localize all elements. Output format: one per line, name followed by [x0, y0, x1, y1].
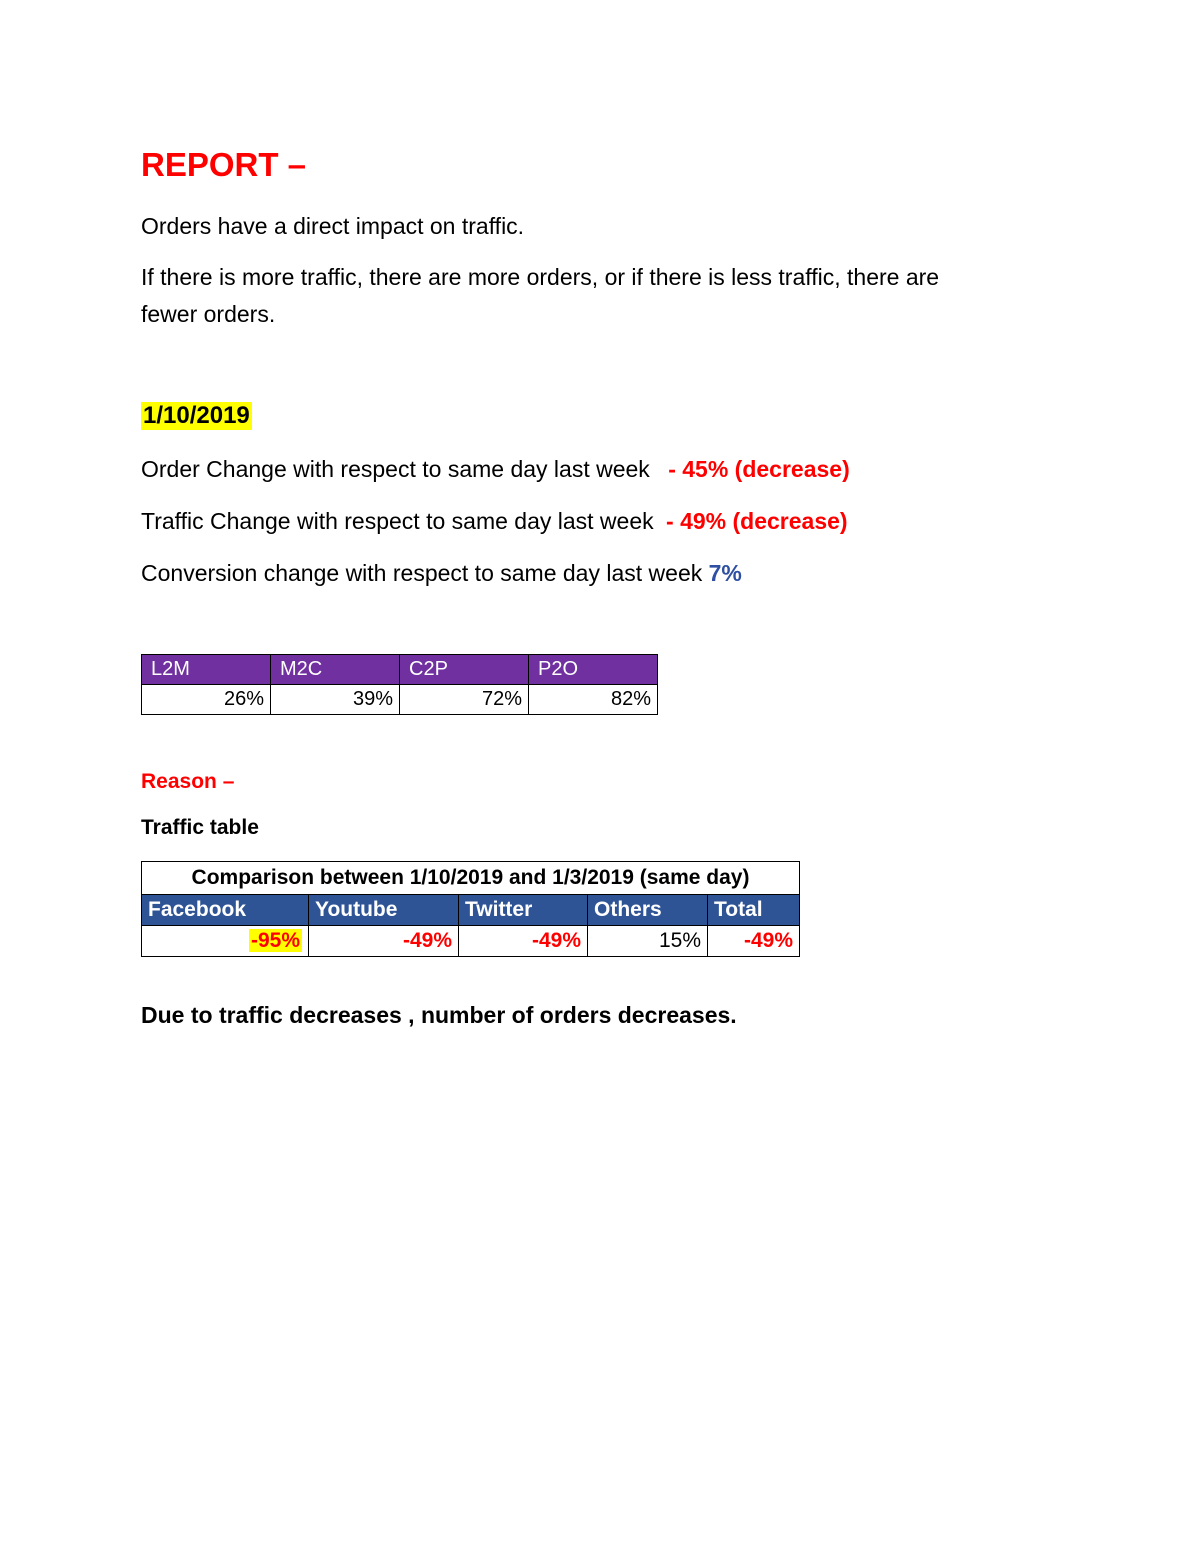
conversion-change-line [141, 560, 742, 587]
funnel-header-cell: P2O [529, 655, 658, 685]
traffic-table-caption: Comparison between 1/10/2019 and 1/3/2019 (same day) [142, 862, 800, 895]
traffic-value-others: 15% [588, 926, 708, 957]
order-change-label: Order Change with respect to same day last week [141, 456, 650, 482]
funnel-value-cell: 82% [529, 685, 658, 715]
order-change-line [141, 456, 850, 483]
traffic-header-facebook: Facebook [142, 895, 309, 926]
traffic-header-total: Total [708, 895, 800, 926]
report-date: 1/10/2019 [143, 402, 250, 429]
traffic-table-heading: Traffic table [141, 816, 259, 839]
facebook-highlighted-value: -95% [250, 929, 300, 952]
order-change-value: - 45% (decrease) [668, 456, 850, 482]
traffic-value-row [142, 926, 800, 957]
traffic-header-row [142, 895, 800, 926]
traffic-header-twitter: Twitter [459, 895, 588, 926]
conversion-change-value: 7% [708, 560, 742, 586]
intro-line-2a: If there is more traffic, there are more orders, or if there is less traffic, there are [141, 264, 940, 290]
traffic-header-youtube: Youtube [309, 895, 459, 926]
traffic-value-twitter: -49% [459, 926, 588, 957]
traffic-table [141, 861, 800, 957]
funnel-header-cell: L2M [142, 655, 271, 685]
traffic-value-total: -49% [708, 926, 800, 957]
traffic-value-facebook [142, 926, 309, 957]
conversion-change-label: Conversion change with respect to same day last week [141, 560, 703, 586]
traffic-value-youtube: -49% [309, 926, 459, 957]
funnel-value-row [142, 685, 658, 715]
funnel-value-cell: 26% [142, 685, 271, 715]
intro-line-2b: fewer orders. [141, 301, 276, 327]
funnel-header-cell: M2C [271, 655, 400, 685]
traffic-caption-row [142, 862, 800, 895]
funnel-table [141, 654, 658, 715]
funnel-value-cell: 72% [400, 685, 529, 715]
report-title: REPORT – [141, 146, 307, 183]
traffic-change-line [141, 508, 848, 535]
funnel-header-row [142, 655, 658, 685]
funnel-value-cell: 39% [271, 685, 400, 715]
reason-heading: Reason – [141, 770, 235, 793]
traffic-change-value: - 49% (decrease) [666, 508, 848, 534]
conclusion: Due to traffic decreases , number of orders decreases. [141, 1002, 737, 1028]
traffic-change-label: Traffic Change with respect to same day last week [141, 508, 654, 534]
traffic-header-others: Others [588, 895, 708, 926]
funnel-header-cell: C2P [400, 655, 529, 685]
intro-line-1: Orders have a direct impact on traffic. [141, 213, 525, 239]
